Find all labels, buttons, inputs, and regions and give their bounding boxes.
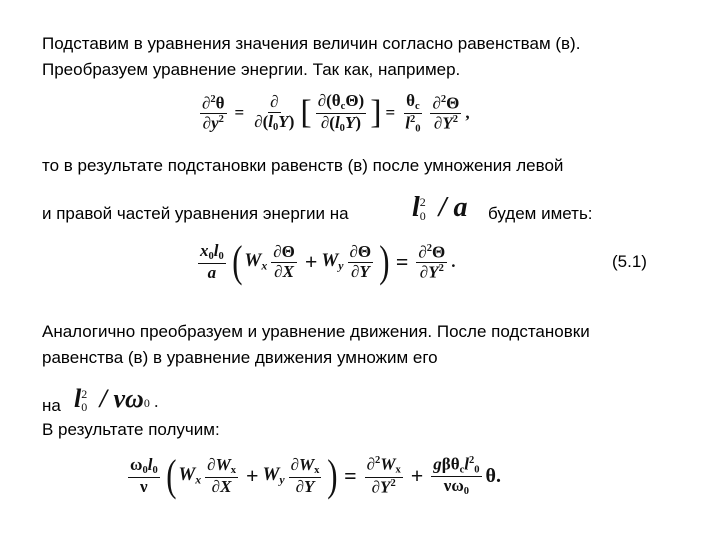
- text-line-6: равенства (в) в уравнение движения умножим его: [42, 348, 438, 367]
- text-line-2: Преобразуем уравнение энергии. Так как, например.: [42, 60, 461, 79]
- text-line-5: Аналогично преобразуем и уравнение движения. После подстановки: [42, 322, 590, 341]
- text-na: на: [42, 396, 61, 415]
- formula-motion-equation: $\frac{\omega_0l_0}{\nu}$ ( $W_x$ $\frac{\partial W_x}{\partial X}$ + $W_y$ $\frac{\partial W_x}{\partial Y}$ ) = $\frac{\partial^2W_x}{\partial Y^2}$ + $\frac{g\beta\theta_cl^2_0}{\nu\omega_0}$ θ.: [130, 451, 501, 500]
- formula-energy-derivative: $\frac{\partial^2\theta}{\partial y^2}$ = $\frac{\partial}{\partial(l_0Y)}$ [ $\frac{\partial(\theta_c\Theta)}{\partial(l_0Y)}$ ] = $\frac{\theta_c}{l^2_0}$ $\frac{\partial^2\Theta}{\partial Y^2}$ ,: [202, 91, 470, 135]
- formula-inline-l0-over-a: l 2 0 / a: [412, 192, 468, 223]
- text-line-3: то в результате подстановки равенств (в) после умножения левой: [42, 156, 564, 175]
- formula-inline-l0-over-nu-omega: l 2 0 / νω0 .: [74, 384, 159, 415]
- text-line-1: Подставим в уравнения значения величин согласно равенствам (в).: [42, 34, 581, 53]
- text-line-4b: будем иметь:: [488, 204, 593, 223]
- formula-energy-equation: $\frac{x_0l_0}{a}$ ( $W_x$ $\frac{\partial\Theta}{\partial X}$ + $W_y$ $\frac{\partial\Theta}{\partial Y}$ ) = $\frac{\partial^2\Theta}{\partial Y^2}$ .: [200, 237, 456, 286]
- text-line-4a: и правой частей уравнения энергии на: [42, 204, 349, 223]
- equation-number: (5.1): [612, 252, 647, 271]
- text-line-8: В результате получим:: [42, 420, 220, 439]
